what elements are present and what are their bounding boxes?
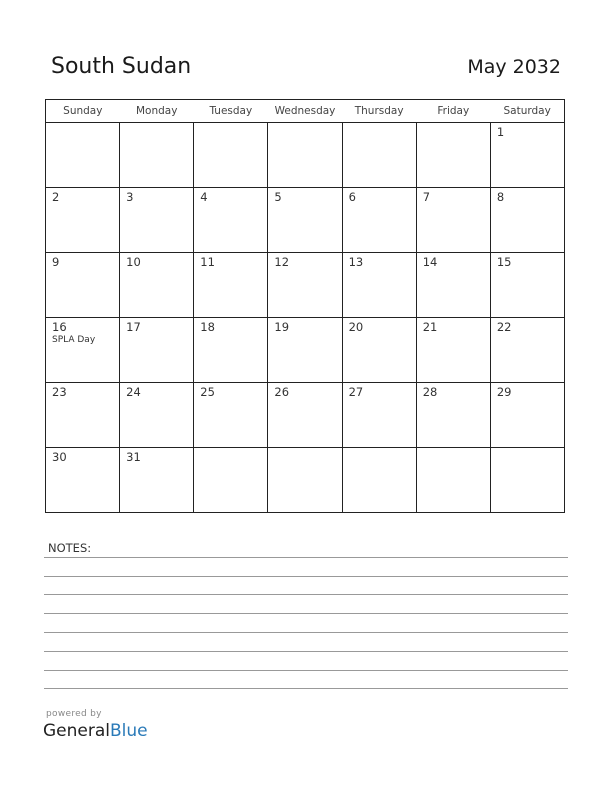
day-cell — [490, 448, 564, 513]
weekday-header-row — [46, 100, 565, 123]
week-row — [46, 383, 565, 448]
day-number: 15 — [496, 255, 512, 269]
day-number: 26 — [274, 385, 290, 399]
note-line — [44, 594, 568, 595]
day-cell — [120, 123, 194, 188]
day-cell — [46, 383, 120, 448]
day-number: 3 — [126, 190, 134, 204]
day-cell — [120, 253, 194, 318]
day-number: 19 — [274, 320, 290, 334]
brand-logo — [43, 721, 148, 741]
weekday-header: Friday — [416, 100, 490, 123]
day-cell — [120, 318, 194, 383]
day-number: 14 — [422, 255, 438, 269]
day-number — [268, 123, 341, 125]
week-row — [46, 188, 565, 253]
weekday-header: Sunday — [46, 100, 120, 123]
day-number: 28 — [422, 385, 438, 399]
powered-by-text: powered by — [46, 709, 102, 719]
day-number: 2 — [52, 190, 60, 204]
note-line — [44, 613, 568, 614]
day-cell — [194, 318, 268, 383]
day-number: 8 — [496, 190, 505, 204]
weekday-header: Wednesday — [268, 100, 342, 123]
day-cell — [342, 448, 416, 513]
day-number: 31 — [126, 450, 141, 464]
day-cell — [120, 448, 194, 513]
day-cell — [194, 123, 268, 188]
day-cell — [342, 123, 416, 188]
day-cell — [342, 253, 416, 318]
day-number: 13 — [348, 255, 364, 269]
day-cell — [268, 448, 342, 513]
calendar-grid — [45, 99, 565, 513]
day-number — [343, 448, 416, 450]
day-cell — [194, 253, 268, 318]
day-number: 16 — [52, 320, 67, 334]
day-cell — [120, 383, 194, 448]
day-cell — [490, 318, 564, 383]
note-line — [44, 651, 568, 652]
day-number: 29 — [496, 385, 512, 399]
day-cell — [194, 188, 268, 253]
note-line — [44, 557, 568, 558]
notes-label: NOTES: — [48, 541, 92, 555]
day-cell — [416, 318, 490, 383]
day-number: 24 — [126, 385, 141, 399]
day-number — [417, 123, 490, 125]
day-number — [194, 123, 267, 125]
note-line — [44, 688, 568, 689]
brand-blue-text: Blue — [110, 721, 148, 741]
holiday-label: SPLA Day — [52, 335, 96, 345]
day-number: 21 — [422, 320, 438, 334]
day-cell — [268, 123, 342, 188]
day-number: 12 — [274, 255, 290, 269]
day-cell — [194, 383, 268, 448]
day-number: 1 — [496, 125, 505, 139]
day-number: 25 — [200, 385, 215, 399]
note-line — [44, 632, 568, 633]
day-cell — [46, 253, 120, 318]
day-number — [46, 123, 119, 125]
day-number: 23 — [52, 385, 67, 399]
day-number — [343, 123, 416, 125]
day-cell — [416, 448, 490, 513]
brand-general-text: General — [43, 721, 110, 741]
weekday-header: Thursday — [342, 100, 416, 123]
day-cell — [490, 188, 564, 253]
day-number: 22 — [496, 320, 512, 334]
day-number: 27 — [348, 385, 364, 399]
week-row — [46, 318, 565, 383]
day-number — [491, 448, 564, 450]
day-number: 11 — [200, 255, 215, 269]
day-cell — [342, 188, 416, 253]
day-number: 17 — [126, 320, 141, 334]
day-number: 7 — [422, 190, 431, 204]
day-cell — [416, 188, 490, 253]
day-cell — [268, 318, 342, 383]
day-cell — [416, 123, 490, 188]
day-cell — [416, 383, 490, 448]
note-line — [44, 670, 568, 671]
week-row — [46, 448, 565, 513]
day-cell — [46, 318, 120, 383]
week-row — [46, 253, 565, 318]
day-cell — [268, 253, 342, 318]
day-cell — [268, 188, 342, 253]
day-cell — [46, 448, 120, 513]
month-title: May 2032 — [467, 56, 561, 78]
note-line — [44, 576, 568, 577]
day-cell — [490, 383, 564, 448]
day-number — [268, 448, 341, 450]
weekday-header: Tuesday — [194, 100, 268, 123]
day-number: 18 — [200, 320, 215, 334]
weekday-header: Saturday — [490, 100, 564, 123]
day-cell — [194, 448, 268, 513]
day-number — [120, 123, 193, 125]
day-number — [194, 448, 267, 450]
day-cell — [46, 188, 120, 253]
day-number: 9 — [52, 255, 60, 269]
country-title: South Sudan — [51, 54, 192, 79]
week-row — [46, 123, 565, 188]
day-cell — [490, 253, 564, 318]
day-number: 5 — [274, 190, 282, 204]
day-number: 4 — [200, 190, 208, 204]
day-cell — [120, 188, 194, 253]
day-number — [417, 448, 490, 450]
day-number: 30 — [52, 450, 67, 464]
weekday-header: Monday — [120, 100, 194, 123]
day-cell — [46, 123, 120, 188]
day-cell — [342, 383, 416, 448]
day-cell — [342, 318, 416, 383]
day-cell — [268, 383, 342, 448]
day-number: 6 — [348, 190, 356, 204]
day-cell — [490, 123, 564, 188]
day-cell — [416, 253, 490, 318]
day-number: 20 — [348, 320, 364, 334]
day-number: 10 — [126, 255, 141, 269]
